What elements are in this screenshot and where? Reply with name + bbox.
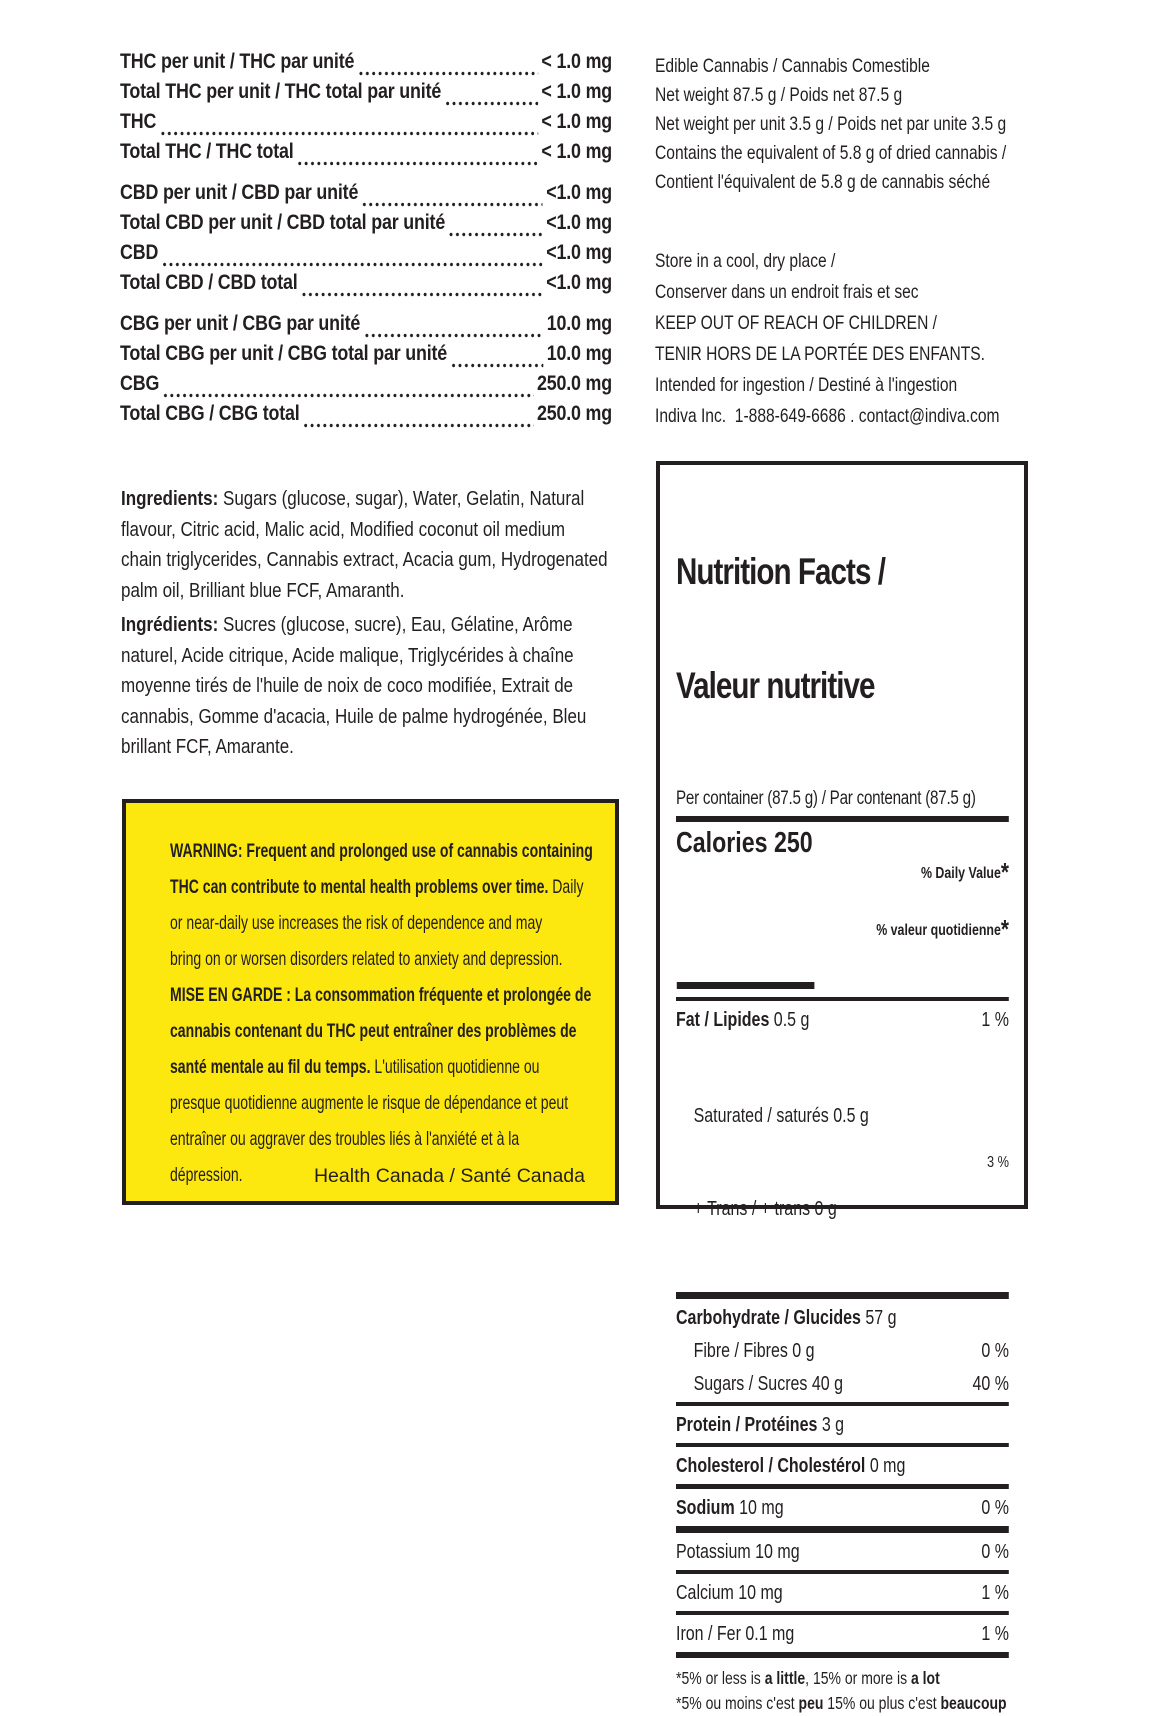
storage-info-line: Intended for ingestion / Destiné à l'ingestion: [655, 374, 958, 396]
percent-value: 1 %: [981, 1582, 1009, 1604]
row-value: <1.0 mg: [546, 271, 613, 294]
divider: [676, 816, 1009, 822]
divider: [676, 1652, 1009, 1658]
cannabinoid-content-table: [120, 50, 612, 432]
divider: [676, 997, 1009, 1001]
storage-info-line: KEEP OUT OF REACH OF CHILDREN /: [655, 312, 938, 334]
warning-line: WARNING: Frequent and prolonged use of cannabis containing: [170, 840, 593, 862]
divider: [676, 1611, 1009, 1615]
table-row: [120, 80, 612, 110]
nutrient-row-potassium: Potassium 10 mg 0 %: [676, 1541, 1009, 1563]
row-label: THC: [120, 110, 157, 133]
divider: [676, 1484, 1009, 1489]
percent-value: 3 %: [986, 1154, 1009, 1171]
table-row: [120, 241, 612, 271]
product-info-line: Contient l'équivalent de 5.8 g de cannabis séché: [655, 171, 991, 193]
calories-row: [676, 826, 1009, 978]
row-label: Total CBG / CBG total: [120, 402, 300, 425]
table-row: [120, 211, 612, 241]
divider: [676, 1443, 1009, 1447]
asterisk: *: [1000, 857, 1009, 887]
warning-line: dépression.: [170, 1164, 243, 1186]
divider: [676, 1402, 1009, 1406]
row-value: 10.0 mg: [546, 312, 613, 335]
table-row: [120, 50, 612, 80]
ingredients-line: Ingredients: Sugars (glucose, sugar), Water, Gelatin, Natural: [121, 488, 585, 510]
dot-leader: [445, 101, 538, 106]
nutrition-facts-panel: [656, 461, 1028, 1713]
percent-value: 0 %: [981, 1541, 1009, 1563]
percent-value: 1 %: [981, 1623, 1009, 1645]
nutrient-row-sodium: Sodium 10 mg 0 %: [676, 1497, 1009, 1519]
row-value: <1.0 mg: [546, 211, 613, 234]
ingredients-line: flavour, Citric acid, Malic acid, Modified coconut oil medium: [121, 518, 566, 541]
dot-leader: [364, 333, 543, 338]
dot-leader: [449, 232, 542, 237]
table-row: [120, 110, 612, 140]
divider: [676, 1292, 1009, 1299]
product-info-line: Edible Cannabis / Cannabis Comestible: [655, 55, 930, 77]
ingredients-label: Ingrédients:: [121, 614, 219, 636]
ingredients-line: cannabis, Gomme d'acacia, Huile de palme hydrogénée, Bleu: [121, 705, 587, 728]
row-label: Total THC / THC total: [120, 140, 294, 163]
cbg-group: [120, 312, 612, 432]
row-label: CBG: [120, 372, 160, 395]
table-row: [120, 402, 612, 432]
percent-value: 0 %: [981, 1497, 1009, 1519]
ingredients-french: [121, 610, 613, 763]
row-label: Total CBG per unit / CBG total par unité: [120, 342, 448, 365]
row-value: 250.0 mg: [536, 372, 613, 395]
storage-info-line: Conserver dans un endroit frais et sec: [655, 281, 919, 303]
ingredients-line: naturel, Acide citrique, Acide malique, Triglycérides à chaîne: [121, 644, 574, 667]
storage-info-block: [655, 246, 1047, 432]
table-row: [120, 181, 612, 211]
dot-leader: [163, 393, 533, 398]
divider: [676, 1526, 1009, 1533]
warning-line: THC can contribute to mental health problems over time. Daily: [170, 876, 584, 898]
table-row: [120, 342, 612, 372]
dot-leader: [160, 131, 538, 136]
percent-value: 1 %: [981, 1009, 1009, 1031]
row-value: < 1.0 mg: [541, 110, 613, 133]
ingredients-line: Ingrédients: Sucres (glucose, sucre), Eau, Gélatine, Arôme: [121, 614, 573, 636]
nutrient-row-iron: Iron / Fer 0.1 mg 1 %: [676, 1623, 1009, 1645]
table-row: [120, 312, 612, 342]
ingredients-line: palm oil, Brilliant blue FCF, Amaranth.: [121, 579, 405, 602]
nutrient-row-sugars: Sugars / Sucres 40 g 40 %: [693, 1373, 1009, 1395]
ingredients-line: chain triglycerides, Cannabis extract, Acacia gum, Hydrogenated: [121, 549, 608, 571]
storage-info-line: Store in a cool, dry place /: [655, 250, 836, 272]
nutrient-row-fat: Fat / Lipides 0.5 g 1 %: [676, 1009, 1009, 1031]
warning-line: cannabis contenant du THC peut entraîner des problèmes de: [170, 1020, 577, 1042]
dot-leader: [358, 71, 538, 76]
contact-line: Indiva Inc. 1-888-649-6686 . contact@indiva.com: [655, 405, 1000, 427]
nutrient-row-calcium: Calcium 10 mg 1 %: [676, 1582, 1009, 1604]
row-label: Total CBD / CBD total: [120, 271, 298, 294]
dot-leader: [362, 202, 542, 207]
table-row: [120, 271, 612, 301]
calories-underline-bar: [677, 982, 815, 989]
row-label: CBD per unit / CBD par unité: [120, 181, 359, 204]
saturated-trans-block: [676, 1036, 1009, 1290]
nutrient-row-saturated: Saturated / saturés 0.5 g: [693, 1105, 869, 1127]
warning-line: or near-daily use increases the risk of dependence and may: [170, 912, 543, 934]
row-label: CBD: [120, 241, 159, 264]
dot-leader: [451, 363, 543, 368]
nutrient-row-fibre: Fibre / Fibres 0 g 0 %: [693, 1340, 1009, 1362]
percent-value: 40 %: [972, 1373, 1009, 1395]
warning-line: santé mentale au fil du temps. L'utilisation quotidienne ou: [170, 1056, 540, 1078]
dot-leader: [304, 423, 534, 428]
ingredients-label: Ingredients:: [121, 488, 219, 510]
row-value: <1.0 mg: [546, 241, 613, 264]
nutrient-row-trans: + Trans / + trans 0 g: [693, 1198, 837, 1220]
row-value: < 1.0 mg: [541, 80, 613, 103]
row-value: 250.0 mg: [536, 402, 613, 425]
warning-line: entraîner ou aggraver des troubles liés à l'anxiété et à la: [170, 1128, 520, 1150]
footnotes: [676, 1666, 1009, 1716]
dot-leader: [298, 161, 538, 166]
table-row: [120, 140, 612, 170]
footnote-english: *5% or less is a little, 15% or more is a lot: [676, 1668, 940, 1688]
cbd-group: [120, 181, 612, 301]
dot-leader: [162, 262, 542, 267]
row-label: CBG per unit / CBG par unité: [120, 312, 361, 335]
nutrient-row-carbohydrate: Carbohydrate / Glucides 57 g: [676, 1307, 897, 1329]
percent-value: 0 %: [981, 1340, 1009, 1362]
row-value: 10.0 mg: [546, 342, 613, 365]
product-info-block: [655, 52, 1047, 197]
row-value: < 1.0 mg: [541, 50, 613, 73]
divider: [676, 1570, 1009, 1574]
product-info-line: Contains the equivalent of 5.8 g of dried cannabis /: [655, 142, 1007, 164]
nutrient-row-cholesterol: Cholesterol / Cholestérol 0 mg: [676, 1455, 906, 1477]
daily-value-header: % Daily Value* % valeur quotidienne*: [876, 857, 1009, 944]
calories-value: Calories 250: [676, 827, 813, 859]
storage-info-line: TENIR HORS DE LA PORTÉE DES ENFANTS.: [655, 343, 985, 365]
product-info-line: Net weight 87.5 g / Poids net 87.5 g: [655, 84, 903, 106]
row-value: < 1.0 mg: [541, 140, 613, 163]
warning-line: bring on or worsen disorders related to anxiety and depression.: [170, 948, 563, 970]
ingredients-english: [121, 484, 613, 606]
warning-line: presque quotidienne augmente le risque de dépendance et peut: [170, 1092, 569, 1114]
row-value: <1.0 mg: [546, 181, 613, 204]
dot-leader: [302, 292, 543, 297]
row-label: Total CBD per unit / CBD total par unité: [120, 211, 446, 234]
nutrient-row-protein: Protein / Protéines 3 g: [676, 1414, 845, 1436]
table-row: [120, 372, 612, 402]
health-canada-attribution: Health Canada / Santé Canada: [313, 1165, 585, 1187]
ingredients-line: moyenne tirés de l'huile de noix de coco modifiée, Extrait de: [121, 675, 574, 697]
footnote-french: *5% ou moins c'est peu 15% ou plus c'est beaucoup: [676, 1693, 1007, 1713]
thc-group: [120, 50, 612, 170]
warning-line: MISE EN GARDE : La consommation fréquente et prolongée de: [170, 984, 592, 1006]
per-container-line: Per container (87.5 g) / Par contenant (87.5 g): [676, 788, 976, 809]
nutrition-title: Nutrition Facts / Valeur nutritive: [676, 551, 885, 706]
ingredients-line: brillant FCF, Amarante.: [121, 736, 294, 758]
health-warning-box: [122, 799, 619, 1205]
row-label: THC per unit / THC par unité: [120, 50, 355, 73]
row-label: Total THC per unit / THC total par unité: [120, 80, 442, 103]
product-info-line: Net weight per unit 3.5 g / Poids net par unite 3.5 g: [655, 113, 1007, 135]
asterisk: *: [1000, 914, 1009, 944]
